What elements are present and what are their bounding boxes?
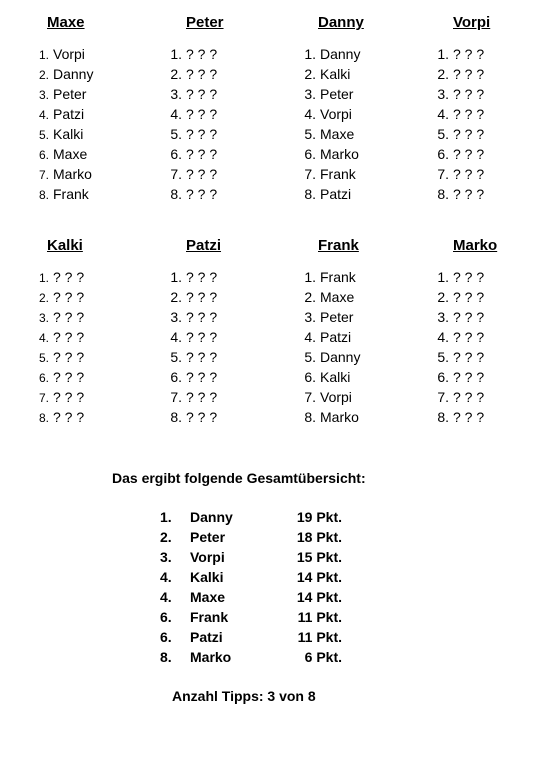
tips-count: Anzahl Tipps: 3 von 8 (172, 688, 316, 704)
list-item (33, 44, 93, 64)
rank-number: 2. (437, 66, 449, 82)
list-item (300, 387, 360, 407)
list-item (433, 44, 484, 64)
rank-number: 7. (304, 389, 316, 405)
summary-name: Patzi (190, 629, 223, 645)
list-item (166, 104, 217, 124)
entry-name: ? ? ? (53, 369, 85, 385)
summary-name: Frank (190, 609, 229, 625)
rank-number: 4. (38, 108, 49, 122)
list-item (166, 327, 217, 347)
rank-number: 6. (170, 369, 182, 385)
list-item (166, 124, 217, 144)
entry-name: Patzi (320, 329, 352, 345)
list-item (33, 104, 93, 124)
rank-number: 5. (170, 349, 182, 365)
rank-number: 2. (304, 66, 316, 82)
list-item (300, 144, 360, 164)
list-item (300, 367, 360, 387)
entry-name: ? ? ? (186, 269, 218, 285)
list-item (300, 64, 360, 84)
column-title: Vorpi (453, 14, 491, 31)
entry-name: Marko (320, 409, 359, 425)
entry-name: Frank (320, 269, 356, 285)
entry-name: ? ? ? (186, 186, 218, 202)
list-item (33, 287, 84, 307)
rank-number: 4. (304, 106, 316, 122)
rank-number: 6. (304, 146, 316, 162)
summary-name: Kalki (190, 569, 224, 585)
rank-number: 6. (38, 371, 49, 385)
rank-number: 6. (304, 369, 316, 385)
rank-number: 3. (437, 86, 449, 102)
list-item (300, 124, 360, 144)
entry-name: ? ? ? (53, 409, 85, 425)
entry-name: Frank (320, 166, 356, 182)
entry-name: ? ? ? (453, 66, 485, 82)
list-item (33, 144, 93, 164)
table-row (0, 627, 555, 647)
ranking-list (33, 44, 93, 204)
entry-name: ? ? ? (453, 126, 485, 142)
list-item (33, 64, 93, 84)
list-item (300, 327, 360, 347)
list-item (166, 367, 217, 387)
summary-points: 11 Pkt. (297, 609, 342, 625)
ranking-list (300, 267, 360, 427)
rank-number: 3. (304, 309, 316, 325)
list-item (300, 287, 360, 307)
ranking-list (433, 44, 484, 204)
summary-rank: 8. (160, 649, 172, 665)
rank-number: 7. (437, 166, 449, 182)
entry-name: Patzi (53, 106, 85, 122)
entry-name: ? ? ? (186, 349, 218, 365)
list-item (33, 347, 84, 367)
entry-name: ? ? ? (186, 409, 218, 425)
table-row (0, 547, 555, 567)
summary-name: Vorpi (190, 549, 225, 565)
list-item (300, 84, 360, 104)
list-item (166, 287, 217, 307)
rank-number: 6. (170, 146, 182, 162)
list-item (433, 104, 484, 124)
rank-number: 1. (437, 269, 449, 285)
list-item (33, 124, 93, 144)
summary-points: 14 Pkt. (296, 589, 342, 605)
rank-number: 4. (170, 329, 182, 345)
list-item (166, 164, 217, 184)
rank-number: 5. (38, 128, 49, 142)
rank-number: 3. (304, 86, 316, 102)
summary-rank: 4. (160, 589, 172, 605)
rank-number: 1. (170, 269, 182, 285)
entry-name: ? ? ? (453, 46, 485, 62)
list-item (33, 307, 84, 327)
list-item (433, 407, 484, 427)
rank-number: 7. (38, 391, 49, 405)
list-item (433, 144, 484, 164)
rank-number: 4. (38, 331, 49, 345)
list-item (433, 327, 484, 347)
list-item (33, 84, 93, 104)
entry-name: Danny (320, 349, 361, 365)
rank-number: 3. (38, 88, 49, 102)
rank-number: 5. (437, 126, 449, 142)
list-item (166, 84, 217, 104)
list-item (33, 267, 84, 287)
summary-title: Das ergibt folgende Gesamtübersicht: (112, 470, 366, 486)
entry-name: ? ? ? (453, 369, 485, 385)
ranking-list (166, 44, 217, 204)
rank-number: 8. (38, 188, 49, 202)
summary-points: 19 Pkt. (296, 509, 342, 525)
list-item (300, 184, 360, 204)
summary-rank: 6. (160, 609, 172, 625)
rank-number: 1. (437, 46, 449, 62)
entry-name: ? ? ? (53, 349, 85, 365)
entry-name: Maxe (53, 146, 88, 162)
list-item (300, 407, 360, 427)
table-row (0, 527, 555, 547)
rank-number: 4. (437, 106, 449, 122)
entry-name: ? ? ? (53, 289, 85, 305)
rank-number: 8. (170, 186, 182, 202)
rank-number: 8. (304, 409, 316, 425)
entry-name: ? ? ? (186, 126, 218, 142)
list-item (433, 267, 484, 287)
list-item (433, 287, 484, 307)
list-item (433, 307, 484, 327)
entry-name: ? ? ? (453, 329, 485, 345)
entry-name: ? ? ? (186, 66, 218, 82)
list-item (166, 387, 217, 407)
summary-points: 6 Pkt. (304, 649, 342, 665)
rank-number: 2. (437, 289, 449, 305)
column-title: Marko (453, 237, 498, 254)
ranking-list (166, 267, 217, 427)
rank-number: 5. (170, 126, 182, 142)
entry-name: ? ? ? (453, 309, 485, 325)
list-item (166, 184, 217, 204)
summary-rank: 6. (160, 629, 172, 645)
summary-name: Marko (190, 649, 232, 665)
rank-number: 6. (437, 146, 449, 162)
entry-name: ? ? ? (186, 309, 218, 325)
list-item (300, 267, 360, 287)
entry-name: ? ? ? (53, 389, 85, 405)
rank-number: 3. (170, 86, 182, 102)
entry-name: ? ? ? (53, 269, 85, 285)
rank-number: 2. (170, 289, 182, 305)
entry-name: Danny (320, 46, 361, 62)
summary-name: Peter (190, 529, 226, 545)
list-item (33, 184, 93, 204)
entry-name: ? ? ? (453, 146, 485, 162)
column-title: Danny (318, 14, 364, 31)
entry-name: Marko (320, 146, 359, 162)
entry-name: ? ? ? (186, 106, 218, 122)
entry-name: ? ? ? (453, 289, 485, 305)
table-row (0, 607, 555, 627)
summary-rank: 4. (160, 569, 172, 585)
rank-number: 3. (170, 309, 182, 325)
list-item (433, 387, 484, 407)
rank-number: 6. (437, 369, 449, 385)
rank-number: 5. (304, 349, 316, 365)
rank-number: 1. (38, 271, 49, 285)
entry-name: Kalki (320, 66, 351, 82)
rank-number: 1. (304, 46, 316, 62)
summary-rank: 1. (160, 509, 172, 525)
entry-name: ? ? ? (186, 389, 218, 405)
entry-name: ? ? ? (186, 146, 218, 162)
list-item (33, 367, 84, 387)
summary-points: 18 Pkt. (296, 529, 342, 545)
entry-name: Frank (53, 186, 89, 202)
summary-name: Maxe (190, 589, 226, 605)
ranking-list (433, 267, 484, 427)
rank-number: 4. (170, 106, 182, 122)
rank-number: 7. (437, 389, 449, 405)
entry-name: ? ? ? (453, 389, 485, 405)
summary-rank: 3. (160, 549, 172, 565)
rank-number: 3. (38, 311, 49, 325)
list-item (33, 407, 84, 427)
list-item (33, 164, 93, 184)
entry-name: ? ? ? (186, 369, 218, 385)
rank-number: 6. (38, 148, 49, 162)
list-item (300, 347, 360, 367)
column-title: Kalki (47, 237, 83, 254)
list-item (33, 327, 84, 347)
rank-number: 5. (437, 349, 449, 365)
list-item (300, 307, 360, 327)
list-item (166, 44, 217, 64)
ranking-list (33, 267, 84, 427)
entry-name: ? ? ? (453, 86, 485, 102)
summary-points: 11 Pkt. (297, 629, 342, 645)
rank-number: 2. (38, 68, 49, 82)
entry-name: ? ? ? (53, 329, 85, 345)
entry-name: ? ? ? (453, 409, 485, 425)
rank-number: 2. (304, 289, 316, 305)
rank-number: 7. (38, 168, 49, 182)
list-item (300, 164, 360, 184)
entry-name: ? ? ? (453, 269, 485, 285)
entry-name: ? ? ? (186, 46, 218, 62)
rank-number: 8. (38, 411, 49, 425)
entry-name: Maxe (320, 289, 355, 305)
rank-number: 8. (437, 186, 449, 202)
entry-name: ? ? ? (453, 349, 485, 365)
column-title: Frank (318, 237, 359, 254)
summary-points: 14 Pkt. (296, 569, 342, 585)
rank-number: 1. (170, 46, 182, 62)
rank-number: 5. (304, 126, 316, 142)
table-row (0, 507, 555, 527)
list-item (166, 347, 217, 367)
entry-name: Peter (53, 86, 87, 102)
list-item (166, 407, 217, 427)
entry-name: Danny (53, 66, 94, 82)
list-item (433, 124, 484, 144)
entry-name: ? ? ? (186, 289, 218, 305)
entry-name: Kalki (53, 126, 84, 142)
entry-name: ? ? ? (453, 106, 485, 122)
summary-name: Danny (190, 509, 233, 525)
list-item (433, 184, 484, 204)
entry-name: ? ? ? (186, 166, 218, 182)
list-item (166, 144, 217, 164)
summary-points: 15 Pkt. (296, 549, 342, 565)
entry-name: Patzi (320, 186, 352, 202)
table-row (0, 567, 555, 587)
list-item (33, 387, 84, 407)
rank-number: 8. (437, 409, 449, 425)
rank-number: 1. (304, 269, 316, 285)
entry-name: Peter (320, 309, 354, 325)
rank-number: 2. (170, 66, 182, 82)
entry-name: Vorpi (320, 389, 352, 405)
entry-name: ? ? ? (186, 86, 218, 102)
entry-name: Maxe (320, 126, 355, 142)
entry-name: ? ? ? (453, 166, 485, 182)
list-item (433, 164, 484, 184)
column-title: Patzi (186, 237, 222, 254)
list-item (300, 104, 360, 124)
rank-number: 5. (38, 351, 49, 365)
list-item (433, 64, 484, 84)
list-item (300, 44, 360, 64)
rank-number: 7. (170, 389, 182, 405)
rank-number: 2. (38, 291, 49, 305)
rank-number: 4. (304, 329, 316, 345)
entry-name: Peter (320, 86, 354, 102)
entry-name: Vorpi (320, 106, 352, 122)
entry-name: ? ? ? (186, 329, 218, 345)
entry-name: Marko (53, 166, 92, 182)
column-title: Peter (186, 14, 224, 31)
list-item (433, 367, 484, 387)
rank-number: 7. (304, 166, 316, 182)
rank-number: 8. (170, 409, 182, 425)
ranking-list (300, 44, 360, 204)
list-item (433, 84, 484, 104)
table-row (0, 647, 555, 667)
list-item (433, 347, 484, 367)
entry-name: ? ? ? (453, 186, 485, 202)
table-row (0, 587, 555, 607)
list-item (166, 64, 217, 84)
entry-name: Kalki (320, 369, 351, 385)
column-title: Maxe (47, 14, 85, 31)
rank-number: 4. (437, 329, 449, 345)
entry-name: Vorpi (53, 46, 85, 62)
list-item (166, 307, 217, 327)
entry-name: ? ? ? (53, 309, 85, 325)
summary-rank: 2. (160, 529, 172, 545)
rank-number: 1. (38, 48, 49, 62)
rank-number: 3. (437, 309, 449, 325)
rank-number: 7. (170, 166, 182, 182)
list-item (166, 267, 217, 287)
rank-number: 8. (304, 186, 316, 202)
